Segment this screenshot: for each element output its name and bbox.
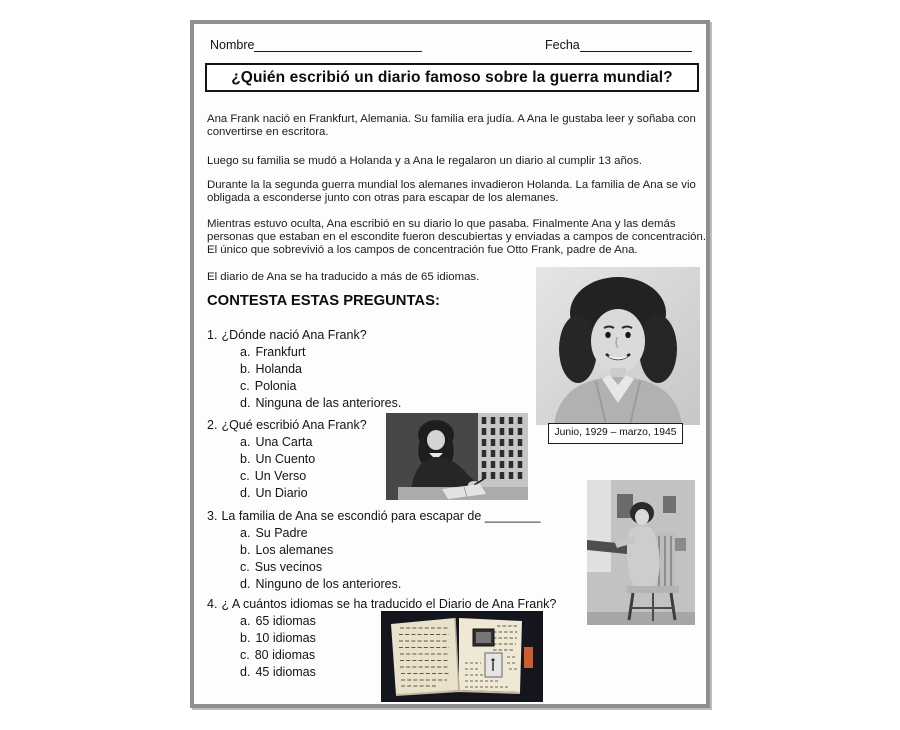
option-d: d. Ninguna de las anteriores. (240, 396, 402, 410)
question-line (207, 508, 627, 525)
worksheet-page (190, 20, 710, 708)
question-3 (207, 508, 627, 593)
fecha-label: Fecha (545, 38, 580, 52)
option-c: c. Polonia (240, 379, 297, 393)
intro-paragraph-5: El diario de Ana se ha traducido a más de 65 idiomas. (207, 271, 480, 283)
question-text: La familia de Ana se escondió para escapar de ________ (221, 509, 541, 523)
section-heading: CONTESTA ESTAS PREGUNTAS: (207, 293, 440, 309)
option-c: c. Sus vecinos (240, 560, 323, 574)
question-line (207, 327, 587, 344)
worksheet-title-box (205, 63, 699, 92)
anne-seated-photo (587, 480, 695, 625)
option-b: b. Los alemanes (240, 543, 334, 557)
intro-paragraph-1: Ana Frank nació en Frankfurt, Alemania. Su familia era judía. A Ana le gustaba leer y soñaba con convertirse en escritora. (207, 113, 696, 139)
option-b: b. Un Cuento (240, 452, 316, 466)
option-a: a. 65 idiomas (240, 614, 316, 628)
anne-portrait-photo (536, 267, 700, 425)
option-d: d. Ninguno de los anteriores. (240, 577, 402, 591)
intro-paragraph-2: Luego su familia se mudó a Holanda y a Ana le regalaron un diario al cumplir 13 años. (207, 155, 643, 167)
intro-paragraph-3: Durante la la segunda guerra mundial los alemanes invadieron Holanda. La familia de Ana se vio obligada a esconderse junto con otras para escapar de los alemanes. (207, 179, 696, 205)
worksheet-title: ¿Quién escribió un diario famoso sobre la guerra mundial? (231, 68, 673, 86)
portrait-caption: Junio, 1929 – marzo, 1945 (554, 427, 677, 439)
nombre-field (210, 37, 422, 52)
intro-paragraph-4: Mientras estuvo oculta, Ana escribió en su diario lo que pasaba. Finalmente Ana y las demás personas que estaban en el escondite fueron descubiertas y enviadas a campos de concentración. El único que sobrevivió a los campos de concentración fue Otto Frank, padre de Ana. (207, 218, 706, 257)
option-a: a. Su Padre (240, 526, 308, 540)
portrait-caption-box (548, 423, 683, 444)
question-1 (207, 327, 587, 412)
fecha-blank-line (580, 37, 692, 52)
anne-writing-desk-photo (386, 413, 528, 500)
question-text: ¿Qué escribió Ana Frank? (221, 418, 367, 432)
option-d: d. 45 idiomas (240, 665, 316, 679)
nombre-label: Nombre (210, 38, 255, 52)
option-b: b. Holanda (240, 362, 303, 376)
option-d: d. Un Diario (240, 486, 308, 500)
question-number: 3. (207, 509, 218, 523)
option-a: a. Frankfurt (240, 345, 306, 359)
question-number: 2. (207, 418, 218, 432)
question-number: 4. (207, 597, 218, 611)
fecha-field (545, 37, 692, 52)
question-number: 1. (207, 328, 218, 342)
option-a: a. Una Carta (240, 435, 313, 449)
question-text: ¿ A cuántos idiomas se ha traducido el Diario de Ana Frank? (221, 597, 557, 611)
option-c: c. Un Verso (240, 469, 307, 483)
nombre-blank-line (254, 37, 422, 52)
option-c: c. 80 idiomas (240, 648, 316, 662)
diary-photo (381, 611, 543, 702)
question-text: ¿Dónde nació Ana Frank? (221, 328, 367, 342)
option-b: b. 10 idiomas (240, 631, 316, 645)
